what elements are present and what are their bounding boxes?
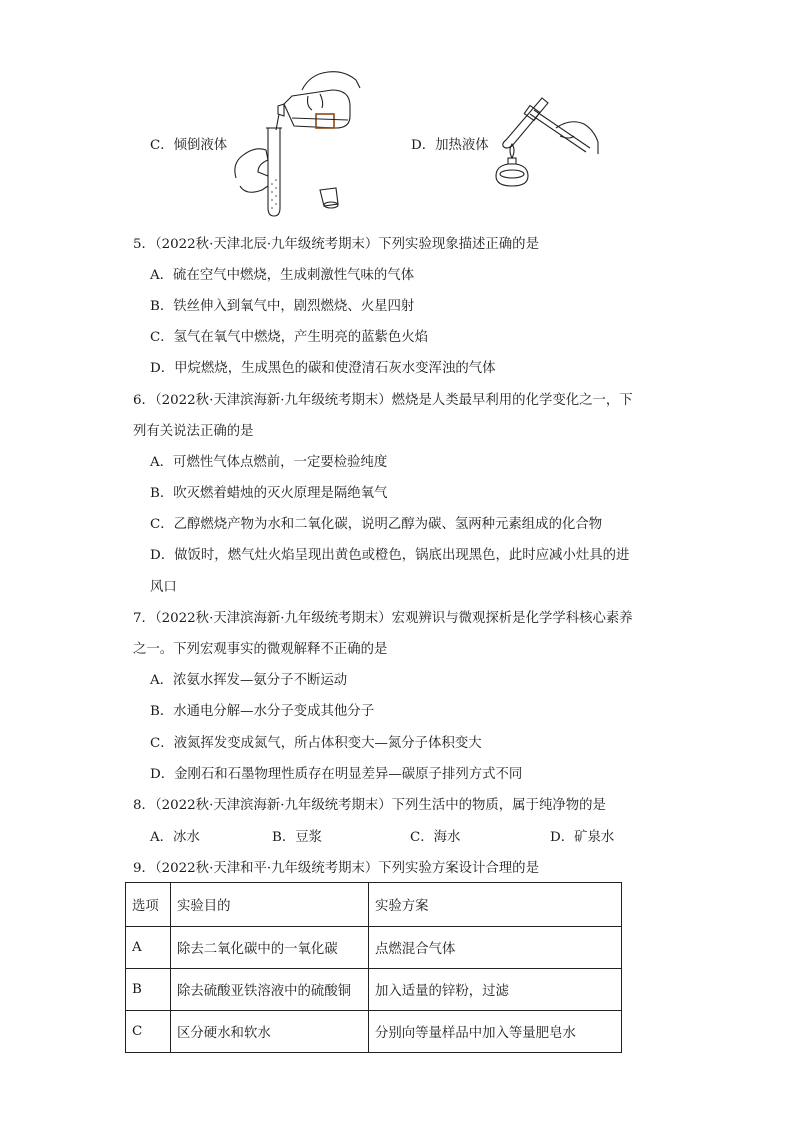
table-cell: C	[126, 1011, 171, 1053]
table-cell: 加入适量的锌粉，过滤	[369, 969, 622, 1011]
q5-option-a: A．硫在空气中燃烧，生成刺激性气味的气体	[150, 268, 415, 283]
q4-option-d: D．加热液体	[411, 138, 489, 153]
table-header-cell: 实验目的	[171, 883, 369, 927]
q5-option-c: C．氢气在氧气中燃烧，产生明亮的蓝紫色火焰	[150, 330, 429, 345]
table-row	[126, 927, 622, 969]
q5-option-d: D．甲烷燃烧，生成黑色的碳和使澄清石灰水变浑浊的气体	[150, 361, 496, 376]
pouring-liquid-illustration	[232, 68, 362, 218]
table-cell: 除去硫酸亚铁溶液中的硫酸铜	[171, 969, 369, 1011]
table-cell: B	[126, 969, 171, 1011]
q7-option-b: B．水通电分解—水分子变成其他分子	[150, 704, 375, 719]
table-cell: 除去二氧化碳中的一氧化碳	[171, 927, 369, 969]
table-header-cell: 选项	[126, 883, 171, 927]
q6-option-b: B．吹灭燃着蜡烛的灭火原理是隔绝氧气	[150, 486, 388, 501]
q9-stem: 9．（2022秋·天津和平·九年级统考期末）下列实验方案设计合理的是	[133, 861, 539, 876]
table-row	[126, 1011, 622, 1053]
heating-liquid-illustration	[490, 92, 600, 192]
q7-stem-line2: 之一。下列宏观事实的微观解释不正确的是	[133, 642, 388, 657]
experiment-table	[125, 882, 622, 1053]
table-cell: 区分硬水和软水	[171, 1011, 369, 1053]
q5-stem: 5．（2022秋·天津北辰·九年级统考期末）下列实验现象描述正确的是	[133, 237, 539, 252]
q7-stem-line1: 7．（2022秋·天津滨海新·九年级统考期末）宏观辨识与微观探析是化学学科核心素养	[133, 611, 633, 626]
q7-option-a: A．浓氨水挥发—氨分子不断运动	[150, 673, 348, 688]
q6-option-d-cont: 风口	[150, 580, 177, 595]
q5-option-b: B．铁丝伸入到氧气中，剧烈燃烧、火星四射	[150, 299, 415, 314]
table-cell: 分别向等量样品中加入等量肥皂水	[369, 1011, 622, 1053]
q8-stem: 8．（2022秋·天津滨海新·九年级统考期末）下列生活中的物质，属于纯净物的是	[133, 798, 606, 813]
q8-option-c: C．海水	[410, 830, 461, 845]
table-cell: 点燃混合气体	[369, 927, 622, 969]
q6-stem-line1: 6．（2022秋·天津滨海新·九年级统考期末）燃烧是人类最早利用的化学变化之一，下	[133, 393, 633, 408]
q6-option-c: C．乙醇燃烧产物为水和二氧化碳，说明乙醇为碳、氢两种元素组成的化合物	[150, 517, 603, 532]
q6-option-d: D．做饭时，燃气灶火焰呈现出黄色或橙色，锅底出现黑色，此时应减小灶具的进	[150, 548, 630, 563]
q8-option-a: A．冰水	[150, 830, 200, 845]
q4-option-c: C．倾倒液体	[150, 138, 228, 153]
q8-option-d: D．矿泉水	[550, 830, 615, 845]
table-row	[126, 969, 622, 1011]
q7-option-c: C．液氮挥发变成氮气，所占体积变大—氮分子体积变大	[150, 736, 482, 751]
q7-option-d: D．金刚石和石墨物理性质存在明显差异—碳原子排列方式不同	[150, 767, 523, 782]
table-header-row	[126, 883, 622, 927]
q6-stem-line2: 列有关说法正确的是	[133, 424, 254, 439]
table-header-cell: 实验方案	[369, 883, 622, 927]
table-cell: A	[126, 927, 171, 969]
q6-option-a: A．可燃性气体点燃前，一定要检验纯度	[150, 455, 388, 470]
q8-option-b: B．豆浆	[272, 830, 323, 845]
